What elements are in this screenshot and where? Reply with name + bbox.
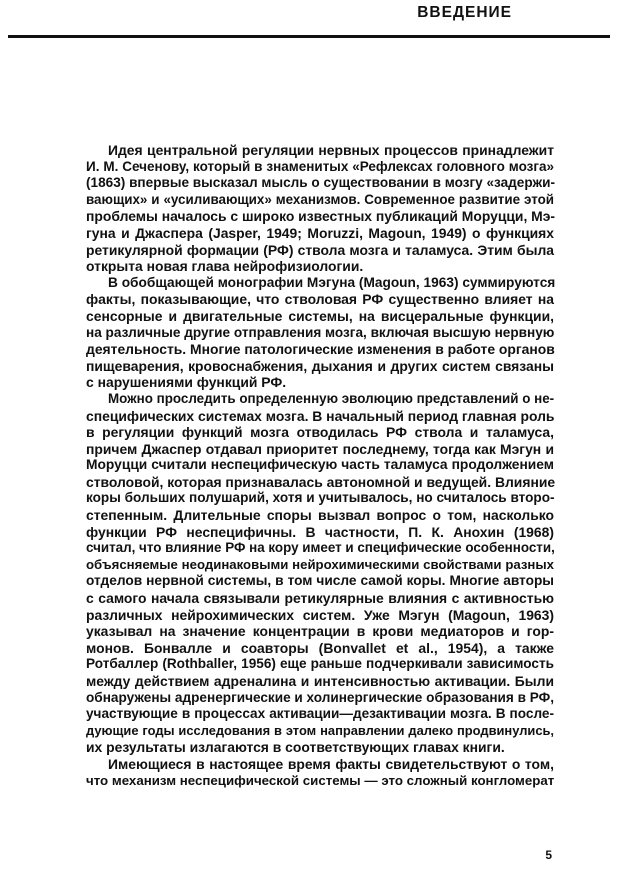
header-rule xyxy=(8,35,610,38)
text-line: что механизм неспецифической системы — это сложный конгломерат xyxy=(86,772,555,788)
text-line: проблемы началось с широко известных публикаций Моруцци, Мэ- xyxy=(86,208,556,225)
text-line: пищеварения, кровоснабжения, дыхания и других систем связаны xyxy=(86,357,554,374)
text-line: (1863) впервые высказал мысль о существовании в мозгу «задержи- xyxy=(86,175,556,191)
page-number: 5 xyxy=(545,848,552,862)
text-line: открыта новая глава нейрофизиологии. xyxy=(86,258,364,275)
body-text xyxy=(86,142,554,789)
text-line: указывал на значение концентрации в крови медиаторов и гор- xyxy=(86,623,554,640)
text-line: гуна и Джаспера (Jasper, 1949; Moruzzi, Magoun, 1949) о функциях xyxy=(86,224,554,241)
text-line: считал, что влияние РФ на кору имеет и специфические особенности, xyxy=(86,540,555,556)
text-line: участвующие в процессах активации—дезактивации мозга. В после- xyxy=(86,706,554,722)
text-line: Имеющиеся в настоящее время факты свидетельствуют о том, xyxy=(108,755,554,772)
text-line: объясняемые неодинаковыми нейрохимическими свойствами разных xyxy=(86,556,554,572)
text-line: Можно проследить определенную эволюцию представлений о не- xyxy=(108,390,555,406)
text-line: факты, показывающие, что стволовая РФ существенно влияет на xyxy=(86,291,554,308)
text-line: с нарушениями функций РФ. xyxy=(86,374,287,391)
text-line: дующие годы исследования в этом направлении далеко продвинулись, xyxy=(86,722,554,738)
text-line: стволовой, которая признавалась автономной и ведущей. Влияние xyxy=(86,473,556,490)
text-line: отделов нервной системы, в том числе самой коры. Многие авторы xyxy=(86,573,554,589)
text-line: Ротбаллер (Rothballer, 1956) еще раньше подчеркивали зависимость xyxy=(86,656,554,672)
text-line: в регуляции функций мозга отводилась РФ ствола и таламуса, xyxy=(86,424,554,441)
text-line: их результаты излагаются в соответствующих главах книги. xyxy=(86,739,505,756)
text-line: между действием адреналина и интенсивностью активации. Были xyxy=(86,673,554,689)
text-line: коры больших полушарий, хотя и учитывалось, но считалось второ- xyxy=(86,490,555,506)
text-line: монов. Бонвалле и соавторы (Bonvallet et al., 1954), а также xyxy=(86,639,554,656)
text-line: различных нейрохимических систем. Уже Мэгун (Magoun, 1963) xyxy=(86,606,554,623)
text-line: В обобщающей монографии Мэгуна (Magoun, 1963) суммируются xyxy=(108,274,556,290)
text-line: сенсорные и двигательные системы, на висцеральные функции, xyxy=(86,307,554,324)
text-line: с самого начала связывали ретикулярные влияния с активностью xyxy=(86,590,554,607)
text-line: вающих» и «усиливающих» механизмов. Современное развитие этой xyxy=(86,191,554,207)
text-line: обнаружены адренергические и холинергические образования в РФ, xyxy=(86,689,555,705)
text-line: специфических системах мозга. В начальный период главная роль xyxy=(86,407,555,424)
text-line: степенным. Длительные споры вызвал вопрос о том, насколько xyxy=(86,507,554,524)
text-line: Моруцци считали неспецифическую часть таламуса продолжением xyxy=(86,457,554,473)
text-line: Идея центральной регуляции нервных процессов принадлежит xyxy=(108,142,554,158)
text-line: функции РФ неспецифичны. В частности, П. К. Анохин (1968) xyxy=(86,523,554,540)
text-line: деятельность. Многие патологические изменения в работе органов xyxy=(86,341,555,358)
text-line: причем Джаспер отдавал приоритет последнему, тогда как Мэгун и xyxy=(86,440,554,457)
running-head: ВВЕДЕНИЕ xyxy=(417,4,512,21)
text-line: на различные другие отправления мозга, включая высшую нервную xyxy=(86,324,555,340)
text-line: И. М. Сеченову, который в знаменитых «Рефлексах головного мозга» xyxy=(86,158,554,174)
text-line: ретикулярной формации (РФ) ствола мозга и таламуса. Этим была xyxy=(86,241,554,258)
